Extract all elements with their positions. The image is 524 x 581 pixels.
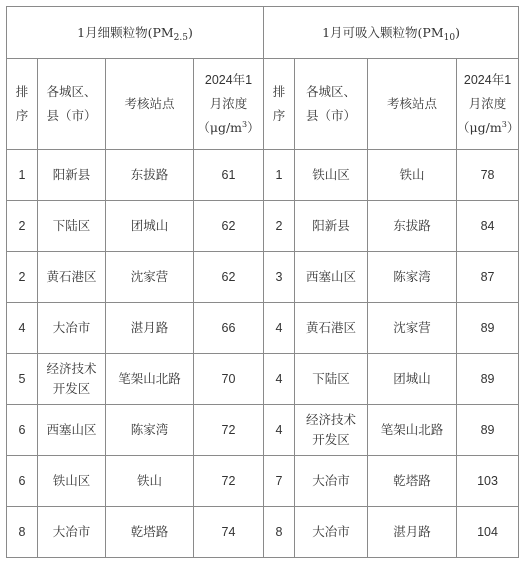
site-cell: 铁山 <box>106 456 194 507</box>
site-cell: 团城山 <box>106 201 194 252</box>
rank-header: 排 序 <box>7 59 38 150</box>
district-cell: 铁山区 <box>295 150 368 201</box>
site-cell: 陈家湾 <box>368 252 457 303</box>
site-cell: 湛月路 <box>106 303 194 354</box>
site-header: 考核站点 <box>368 59 457 150</box>
district-cell: 经济技术 开发区 <box>38 354 106 405</box>
rank-cell: 1 <box>7 150 38 201</box>
district-cell: 大冶市 <box>38 303 106 354</box>
district-cell: 阳新县 <box>295 201 368 252</box>
site-cell: 团城山 <box>368 354 457 405</box>
site-cell: 铁山 <box>368 150 457 201</box>
district-cell: 西塞山区 <box>295 252 368 303</box>
value-cell: 89 <box>457 303 519 354</box>
district-header: 各城区、 县（市） <box>38 59 106 150</box>
rank-cell: 3 <box>264 252 295 303</box>
rank-cell: 8 <box>7 507 38 558</box>
rank-cell: 6 <box>7 405 38 456</box>
site-header: 考核站点 <box>106 59 194 150</box>
site-cell: 沈家营 <box>106 252 194 303</box>
value-cell: 66 <box>194 303 264 354</box>
value-cell: 103 <box>457 456 519 507</box>
site-cell: 乾塔路 <box>106 507 194 558</box>
district-cell: 经济技术 开发区 <box>295 405 368 456</box>
value-cell: 104 <box>457 507 519 558</box>
site-cell: 东拔路 <box>106 150 194 201</box>
rank-cell: 8 <box>264 507 295 558</box>
rank-cell: 4 <box>7 303 38 354</box>
value-cell: 70 <box>194 354 264 405</box>
district-cell: 下陆区 <box>38 201 106 252</box>
district-cell: 阳新县 <box>38 150 106 201</box>
district-cell: 西塞山区 <box>38 405 106 456</box>
value-cell: 72 <box>194 456 264 507</box>
site-cell: 笔架山北路 <box>368 405 457 456</box>
district-header: 各城区、 县（市） <box>295 59 368 150</box>
rank-cell: 2 <box>7 201 38 252</box>
site-cell: 陈家湾 <box>106 405 194 456</box>
value-cell: 61 <box>194 150 264 201</box>
table-row <box>7 150 519 201</box>
pm10-title-subscript: 10 <box>443 32 456 43</box>
column-header-row <box>7 59 519 150</box>
rank-cell: 2 <box>264 201 295 252</box>
table-row <box>7 507 519 558</box>
site-cell: 东拔路 <box>368 201 457 252</box>
district-cell: 大冶市 <box>38 507 106 558</box>
pm25-title-text: 1月细颗粒物(PM <box>77 24 174 40</box>
district-cell: 大冶市 <box>295 456 368 507</box>
table-row <box>7 252 519 303</box>
site-cell: 笔架山北路 <box>106 354 194 405</box>
air-quality-ranking-table <box>6 6 519 558</box>
value-cell: 84 <box>457 201 519 252</box>
pm10-title-suffix: ) <box>455 24 460 40</box>
rank-cell: 2 <box>7 252 38 303</box>
value-cell: 87 <box>457 252 519 303</box>
site-cell: 湛月路 <box>368 507 457 558</box>
rank-cell: 5 <box>7 354 38 405</box>
concentration-header: 2024年1 月浓度 $(\mu g/m^3)$ <box>457 59 519 150</box>
table-row <box>7 201 519 252</box>
value-cell: 89 <box>457 405 519 456</box>
district-cell: 下陆区 <box>295 354 368 405</box>
value-cell: 74 <box>194 507 264 558</box>
rank-cell: 7 <box>264 456 295 507</box>
rank-header: 排 序 <box>264 59 295 150</box>
table-row <box>7 456 519 507</box>
pm10-section-title <box>264 7 519 59</box>
value-cell: 89 <box>457 354 519 405</box>
value-cell: 62 <box>194 252 264 303</box>
table-row <box>7 303 519 354</box>
district-cell: 黄石港区 <box>38 252 106 303</box>
section-header-row <box>7 7 519 59</box>
rank-cell: 4 <box>264 303 295 354</box>
rank-cell: 4 <box>264 354 295 405</box>
value-cell: 78 <box>457 150 519 201</box>
pm25-title-suffix: ) <box>188 24 193 40</box>
pm10-title-text: 1月可吸入颗粒物(PM <box>322 24 444 40</box>
table-row <box>7 354 519 405</box>
rank-cell: 6 <box>7 456 38 507</box>
district-cell: 铁山区 <box>38 456 106 507</box>
rank-cell: 1 <box>264 150 295 201</box>
district-cell: 黄石港区 <box>295 303 368 354</box>
value-cell: 72 <box>194 405 264 456</box>
value-cell: 62 <box>194 201 264 252</box>
site-cell: 沈家营 <box>368 303 457 354</box>
concentration-header: 2024年1 月浓度 $(\mu g/m^3)$ <box>194 59 264 150</box>
pm25-section-title <box>7 7 264 59</box>
table-row <box>7 405 519 456</box>
district-cell: 大冶市 <box>295 507 368 558</box>
pm25-title-subscript: 2.5 <box>173 32 188 43</box>
site-cell: 乾塔路 <box>368 456 457 507</box>
rank-cell: 4 <box>264 405 295 456</box>
